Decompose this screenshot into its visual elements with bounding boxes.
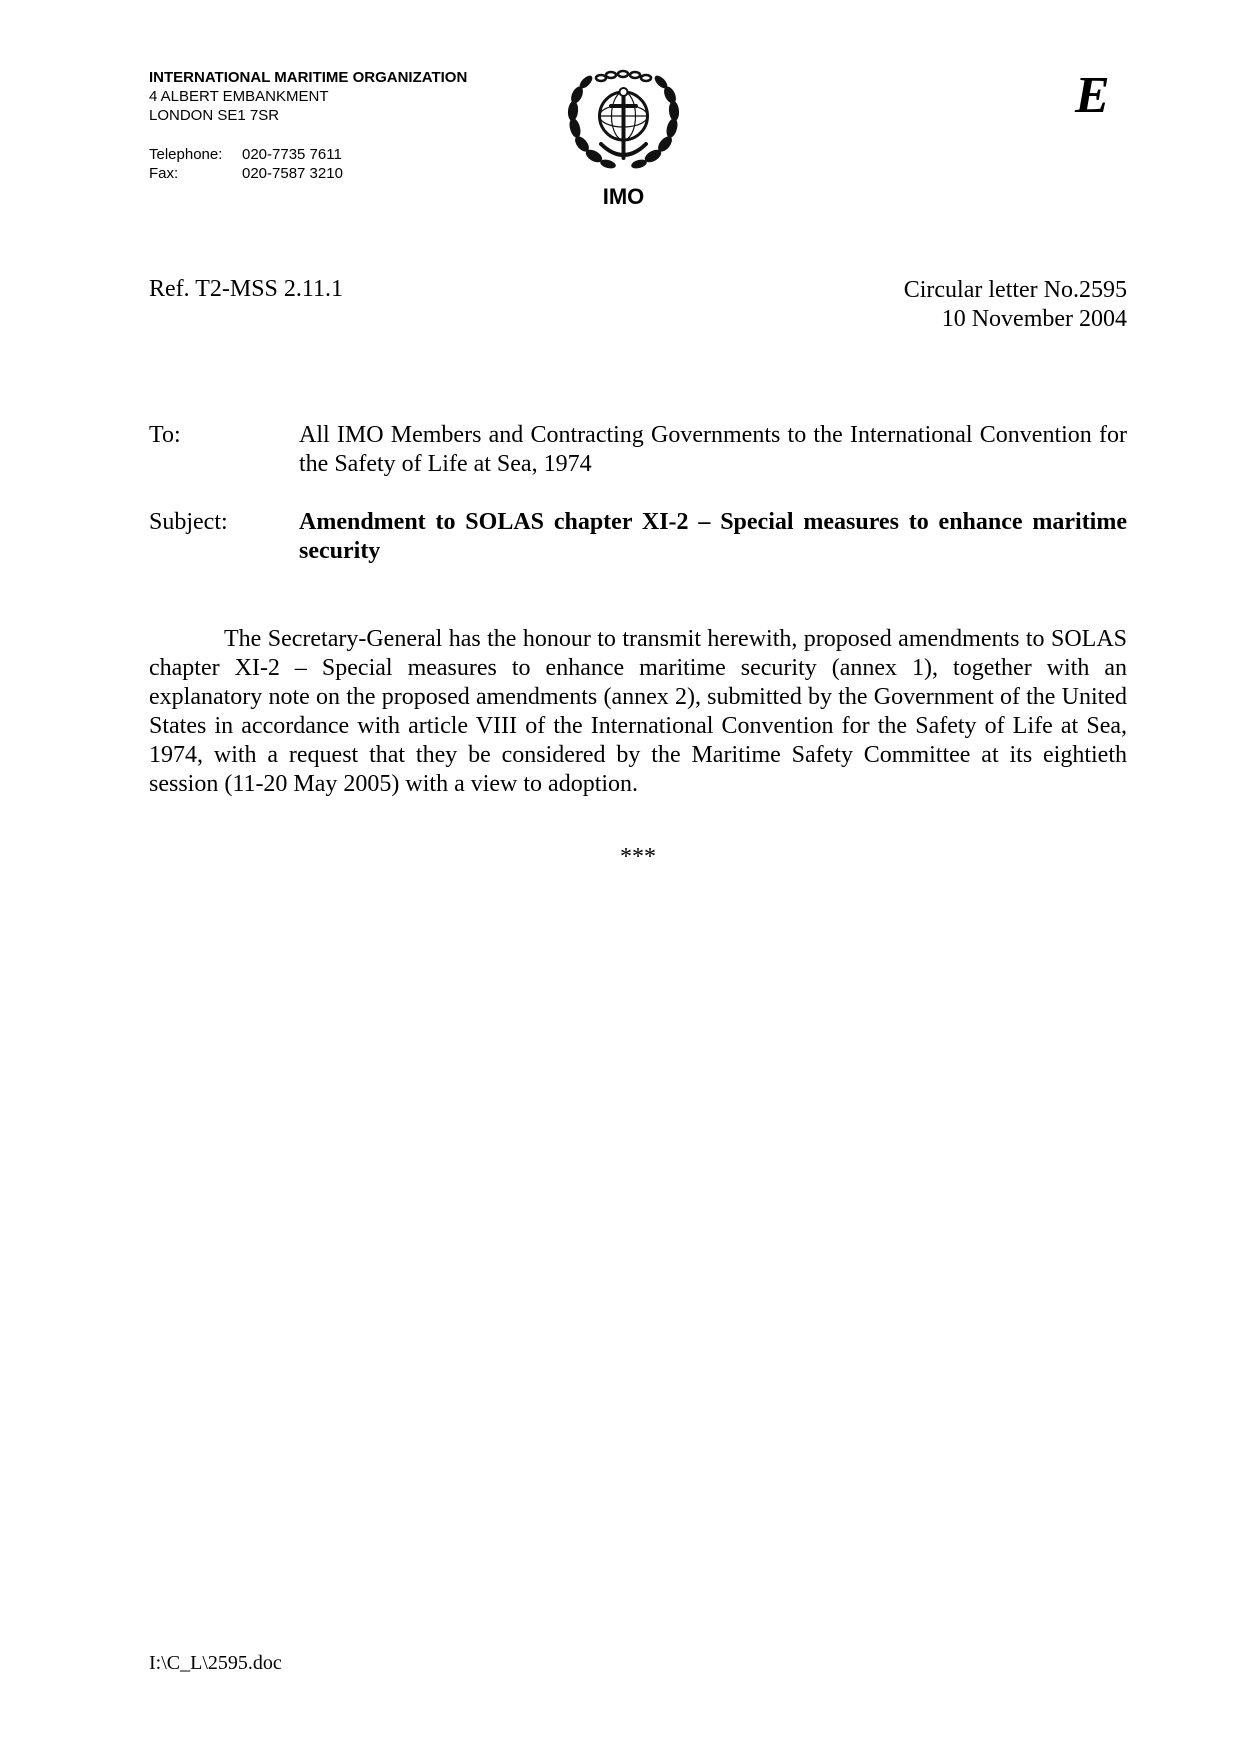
to-label: To: (149, 422, 181, 448)
org-address-block (149, 68, 467, 125)
fax-value: 020-7587 3210 (242, 165, 343, 182)
circular-date: 10 November 2004 (941, 306, 1127, 332)
section-separator: *** (620, 844, 656, 870)
telephone-value: 020-7735 7611 (242, 146, 342, 163)
telephone-row (149, 145, 343, 164)
fax-label: Fax: (149, 165, 179, 182)
language-code: E (1075, 67, 1110, 124)
to-value: All IMO Members and Contracting Governments to the International Convention for the Safety of Life at Sea, 1974 (299, 422, 1127, 477)
circular-number: Circular letter No.2595 (903, 277, 1127, 303)
subject-value: Amendment to SOLAS chapter XI-2 – Special measures to enhance maritime security (299, 509, 1127, 564)
subject-label: Subject: (149, 509, 228, 535)
address-line-1: 4 ALBERT EMBANKMENT (149, 88, 329, 105)
org-name: INTERNATIONAL MARITIME ORGANIZATION (149, 69, 468, 86)
imo-emblem-icon (561, 66, 686, 176)
body-paragraph: The Secretary-General has the honour to transmit herewith, proposed amendments to SOLAS chapter XI-2 – Special measures to enhance maritime security (annex 1), together with an explanatory note on the proposed amendments (annex 2), submitted by the Government of the United States in accordance with article VIII of the International Convention for the Safety of Life at Sea, 1974, with a request that they be considered by the Maritime Safety Committee at its eightieth session (11-20 May 2005) with a view to adoption. (149, 626, 1127, 797)
logo-text: IMO (602, 184, 645, 209)
reference-number: Ref. T2-MSS 2.11.1 (149, 276, 344, 302)
subject-field (149, 508, 1127, 566)
to-field (149, 421, 1127, 479)
telephone-label: Telephone: (149, 146, 223, 163)
fax-row (149, 164, 343, 183)
address-line-2: LONDON SE1 7SR (149, 107, 280, 124)
footer-file-path: I:\C_L\2595.doc (149, 1652, 282, 1674)
contact-block (149, 145, 343, 183)
circular-block (904, 276, 1127, 334)
